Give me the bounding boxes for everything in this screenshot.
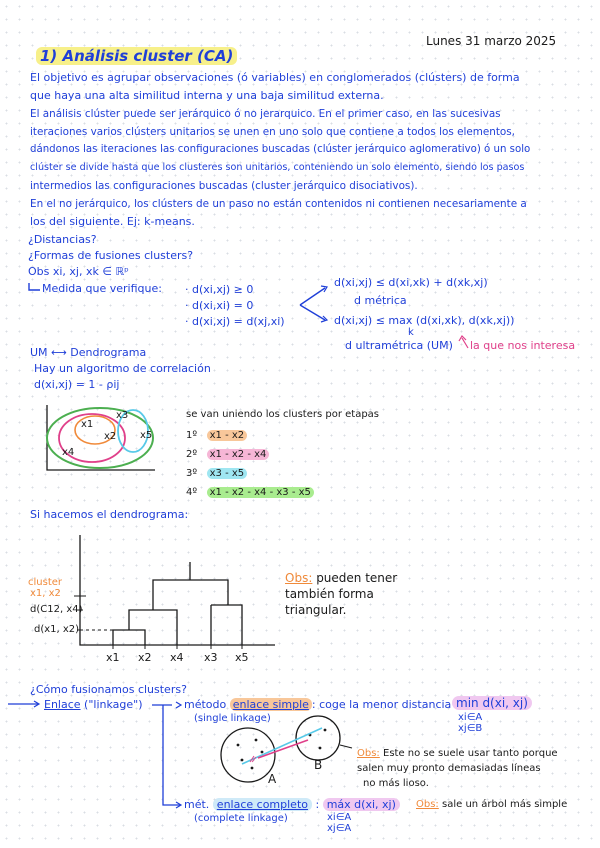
distances-question: ¿Distancias? [28,233,97,246]
obs-line: Obs xi, xj, xk ∈ ℝᵖ [28,265,129,278]
complete-link-method: mét. enlace completo : máx d(xi, xj) [184,798,400,811]
algorithm-note: Hay un algoritmo de correlación [34,362,211,375]
stage-2: 2º x1 - x2 - x4 [186,445,314,464]
branch-arrow [300,288,325,320]
max-subscript: k [408,327,414,338]
metric-properties: · d(xi,xj) ≥ 0 · d(xi,xi) = 0 · d(xi,xj) = d(xj,xi) [185,283,285,328]
page-title: 1) Análisis cluster (CA) [36,47,237,65]
x-label-x1: x1 [106,651,120,664]
date: Lunes 31 marzo 2025 [426,34,557,48]
min-subscripts: xi∈A xj∈B [458,712,483,734]
enlace-label: Enlace ("linkage") [44,698,143,711]
stage-4: 4º x1 - x2 - x4 - x3 - x5 [186,483,314,502]
stages-title: se van uniendo los clusters por etapas [186,409,380,420]
venn-label-x4: x4 [62,447,75,458]
triangle-inequality: d(xi,xj) ≤ d(xi,xk) + d(xk,xj) [334,276,488,289]
complete-linkage-label: (complete linkage) [194,813,288,824]
correlation-formula: d(xi,xj) = 1 - ρij [34,378,120,391]
stage-1: 1º x1 - x2 [186,426,314,445]
label-cluster-a: A [268,772,277,786]
x-label-x3: x3 [204,651,218,664]
cluster-b-circle [296,716,340,760]
y-label-cluster: cluster [28,577,63,588]
medida-label: Medida que verifique: [42,282,162,295]
max-subscripts: xi∈A xj∈A [327,812,352,834]
medida-arrow [29,283,40,290]
single-link-obs: Obs: Este no se suele usar tanto porque salen muy pronto demasiadas líneas no más lioso. [357,748,558,789]
um-dendrogram: UM ⟷ Dendrograma [30,346,147,359]
enlace-bracket [152,705,180,805]
x-label-x4: x4 [170,651,184,664]
ultrametric-inequality: d(xi,xj) ≤ max (d(xi,xk), d(xk,xj)) [334,314,515,327]
venn-label-x1: x1 [81,419,94,430]
stage-3: 3º x3 - x5 [186,464,314,483]
dendrogram-branches [113,562,242,645]
dendrogram-heading: Si hacemos el dendrograma: [30,508,189,521]
venn-label-x2: x2 [104,431,117,442]
venn-label-x5: x5 [140,430,153,441]
interest-note: la que nos interesa [470,339,576,352]
label-cluster-b: B [314,758,323,772]
intro-paragraph: El objetivo es agrupar observaciones (ó variables) en conglomerados (clústers) de forma que haya una alta similitud interna y una baja similitud externa. El análisis clúster puede ser jerárquico ó no jerarquico. En el primer caso, en las sucesivas iteraciones varios clústers unitarios se unen en uno solo que contiene a todos los elementos, dándonos las iteraciones las configuraciones buscadas (clúster jerárquico aglomerativo) ó un solo clúster se divide hasta que los clusteres son unitarios, conteniendo un solo elemento, siendo los pasos intermedios las configuraciones buscadas (cluster jerárquico disociativos). En el no jerárquico, los clústers de un paso no están contenidos ni contienen necesariamente a los del siguiente. Ej: k-means. [30,71,531,228]
min-formula: min d(xi, xj) [452,696,532,710]
y-label-d-x1-x2: d(x1, x2) [34,624,80,635]
fusion-forms-question: ¿Formas de fusiones clusters? [28,249,194,262]
ultrametric-label: d ultramétrica (UM) [345,339,453,352]
single-link-method: método enlace simple : coge la menor distancia [184,698,452,711]
single-link-line [258,740,308,758]
dendrogram-note: Obs: pueden tener también forma triangular. [285,571,398,617]
y-label-cluster-x1x2: x1, x2 [30,588,61,599]
complete-link-obs: Obs: sale un árbol más simple [416,799,568,810]
metric-label: d métrica [354,294,407,307]
x-label-x5: x5 [235,651,249,664]
stages-list [186,426,314,502]
single-linkage-label: (single linkage) [194,713,271,724]
y-label-d-c12-x4: d(C12, x4) [30,604,83,615]
x-label-x2: x2 [138,651,152,664]
fusion-question: ¿Cómo fusionamos clusters? [30,683,187,696]
venn-label-x3: x3 [116,410,129,421]
